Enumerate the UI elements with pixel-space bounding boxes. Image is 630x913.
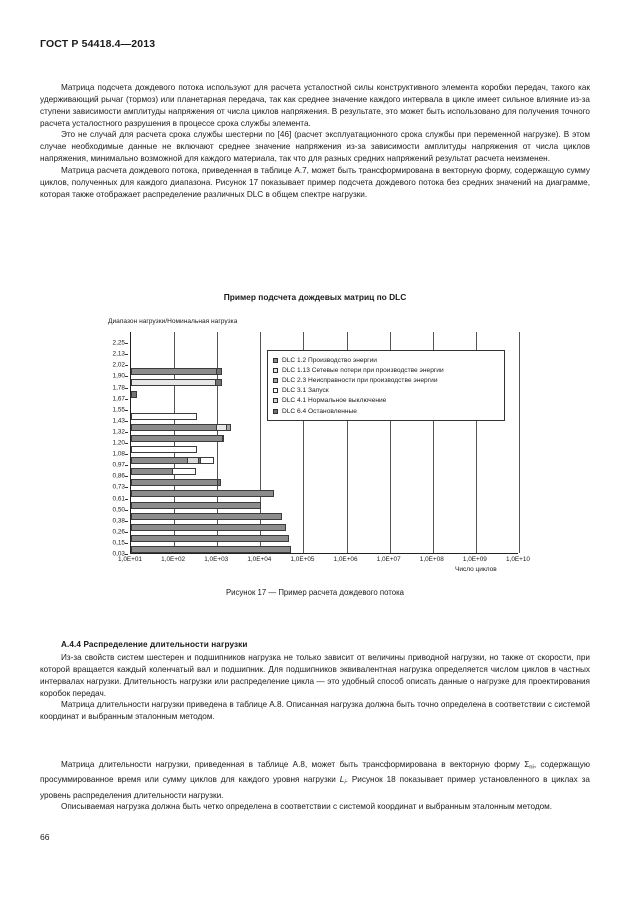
document-header: ГОСТ Р 54418.4—2013 [40,38,156,50]
chart-bar-segment [131,379,216,386]
section-text-block-1 [40,652,590,723]
y-axis-tick-label: 2,13 [112,350,125,358]
legend-item [273,386,498,396]
y-axis-labels [100,332,128,558]
chart-bar [131,413,196,420]
chart-bar-segment [226,424,231,431]
chart-bar [131,435,223,442]
chart-bar-segment [222,435,224,442]
y-axis-tick-label: 0,03 [112,550,125,558]
chart-bar-segment [216,368,222,375]
p3-variable-l: L [339,775,345,785]
legend-swatch-icon [273,398,278,403]
y-axis-tick-label: 1,90 [112,372,125,380]
legend-item [273,365,498,375]
y-axis-tick [125,443,128,444]
y-axis-tick [125,521,128,522]
chart-bar [131,535,288,542]
y-axis-tick [125,499,128,500]
chart-bar-segment [131,391,137,398]
paragraph-2: Это не случай для расчета срока службы шестерни по [46] (расчет эксплуатационного срока службы при переменной нагрузке). В этом случае необходимые данные не включают среднее значение напряжения из-за зависимости амплитуды напряжения от числа циклов напряжения, минимально возможной для каждого материала, так что для разных средних напряжений результат расчета неизменен. [40,130,590,164]
section-text-block-2 [40,759,590,813]
legend-label: DLC 1.13 Сетевые потери при производстве энергии [282,366,444,374]
y-axis-tick [125,365,128,366]
p3-part1: Матрица длительности нагрузки, приведенная в таблице А.8, может быть трансформирована в векторную форму Σ [61,760,530,769]
legend-item [273,396,498,406]
chart-bar-segment [131,446,197,453]
y-axis-tick [125,476,128,477]
y-axis-tick-label: 1,55 [112,406,125,414]
paragraph-a44-4: Описываемая нагрузка должна быть четко определена в соответствии с системой координат и выбранным эталонным методом. [61,802,553,812]
y-axis-tick-label: 0,26 [112,528,125,536]
y-axis-tick [125,465,128,466]
legend-label: DLC 4.1 Нормальное выключение [282,397,387,405]
chart-bar [131,391,136,398]
chart-bar-segment [131,490,274,497]
y-axis-tick [125,343,128,344]
chart-bar-segment [131,413,197,420]
paragraph-a44-2: Матрица длительности нагрузки приведена в таблице А.8. Описанная нагрузка должна быть точно определена в соответствии с системой координат и выбранным эталонным методом. [40,700,590,722]
section-heading-a44: А.4.4 Распределение длительности нагрузки [61,640,248,649]
y-axis-tick [125,532,128,533]
legend-label: DLC 3.1 Запуск [282,387,329,395]
y-axis-tick-label: 0,38 [112,517,125,525]
x-axis-tick-label: 1,0E+05 [290,556,315,563]
y-axis-tick [125,543,128,544]
y-axis-title: Диапазон нагрузки/Номинальная нагрузка [108,318,238,325]
legend-label: DLC 1.2 Производство энергии [282,356,377,364]
x-axis-tick-label: 1,0E+04 [247,556,272,563]
legend-label: DLC 6.4 Остановленные [282,407,357,415]
chart-bar-segment [200,457,214,464]
figure-caption: Рисунок 17 — Пример расчета дождевого потока [225,588,405,597]
y-axis-tick-label: 1,32 [112,428,125,436]
y-axis-tick [125,399,128,400]
legend-swatch-icon [273,368,278,373]
y-axis-tick-label: 1,08 [112,450,125,458]
legend-label: DLC 2.3 Неисправности при производстве энергии [282,376,438,384]
y-axis-tick [125,487,128,488]
y-axis-tick-label: 1,67 [112,395,125,403]
x-axis-title: Число циклов [455,566,497,573]
y-axis-tick [125,376,128,377]
paragraph-a44-3 [40,759,590,801]
y-axis-tick [125,510,128,511]
paragraph-1: Матрица подсчета дождевого потока используют для расчета усталостной силы конструктивного элемента коробки передач, такого как удерживающий рычаг (тормоз) или планетарная передача, так как среднее значение каждого интервала в цикле имеет сильное влияние из-за ступени зависимости амплитуды напряжения от числа циклов напряжения. В результате, это может быть использовано для получения точного расчета усталостного разрушения в процессе срока службы элемента. [40,83,590,128]
paragraph-3: Матрица расчета дождевого потока, приведенная в таблице А.7, может быть трансформирована в векторную форму, содержащую сумму циклов, полученных для каждого диапазона. Рисунок 17 показывает пример подсчета дождевого потока без средних значений на диаграмме, которая также отображает распределение различных DLC в общем спектре нагрузки. [40,165,590,199]
chart-bar-segment [131,468,173,475]
x-axis-tick-label: 1,0E+09 [462,556,487,563]
y-axis-tick [125,388,128,389]
y-axis-tick-label: 2,02 [112,361,125,369]
chart-bar [131,368,221,375]
legend-item [273,406,498,416]
y-axis-tick-label: 0,73 [112,483,125,491]
chart-gridline [174,332,175,553]
chart-bar [131,379,221,386]
y-axis-tick-label: 0,97 [112,461,125,469]
x-axis-tick-label: 1,0E+07 [376,556,401,563]
chart-bar [131,502,260,509]
y-axis-tick-label: 0,86 [112,472,125,480]
x-axis-tick-label: 1,0E+02 [161,556,186,563]
chart-bar-segment [131,457,188,464]
y-axis-tick [125,554,128,555]
intro-text-block [40,82,590,200]
x-axis-tick-label: 1,0E+08 [419,556,444,563]
y-axis-tick-label: 0,61 [112,495,125,502]
chart-bar [131,524,285,531]
chart-bar [131,479,220,486]
chart-bar-segment [131,513,282,520]
chart-bar-segment [217,479,221,486]
p3-subscript-ni: ni [529,764,534,771]
chart-bar-segment [131,546,291,553]
p3-part2: , содержащую просуммированное время или сумму циклов для каждого уровня нагрузки [40,760,590,785]
y-axis-tick-label: 1,20 [112,439,125,447]
chart-gridline [217,332,218,553]
chart-bar-segment [131,535,289,542]
chart-bar-segment [131,424,217,431]
x-axis-tick-label: 1,0E+10 [506,556,530,563]
p3-part3: . Рисунок 18 показывает пример установленного в циклах за уровень распределения длительности нагрузки. [40,775,590,800]
y-axis-tick-label: 0,50 [112,506,125,514]
chart-bar [131,468,195,475]
x-axis-labels [0,556,630,568]
y-axis-tick [125,454,128,455]
chart-bar-segment [131,502,261,509]
y-axis-tick [125,410,128,411]
y-axis-tick [125,432,128,433]
legend-swatch-icon [273,409,278,414]
chart-bar [131,424,230,431]
chart-legend [267,350,505,421]
legend-swatch-icon [273,378,278,383]
paragraph-a44-1: Из-за свойств систем шестерен и подшипников нагрузка не только зависит от величины приводной нагрузки, но также от скорости, при которой вращается каждый коленчатый вал и подшипник. Для подшипников эквивалентная нагрузка определяется числом циклов в частных интервалах нагрузки. Длительность нагрузки или распределение цикла — это удобный способ описать данные о нагрузке для проектирования коробок передач. [40,653,590,698]
x-axis-tick-label: 1,0E+01 [118,556,142,563]
legend-swatch-icon [273,388,278,393]
chart-bar-segment [131,479,218,486]
y-axis-tick-label: 0,15 [112,539,125,547]
y-axis-tick [125,354,128,355]
chart-bar-segment [172,468,196,475]
chart-bar [131,546,290,553]
chart-bar [131,490,273,497]
legend-item [273,375,498,385]
x-axis-tick-label: 1,0E+06 [333,556,358,563]
chart-bar-segment [131,368,217,375]
legend-swatch-icon [273,358,278,363]
p3-subscript-i: i [344,779,346,786]
figure-title: Пример подсчета дождевых матриц по DLC [223,292,407,302]
y-axis-tick-label: 1,78 [112,384,125,391]
chart-bar [131,457,213,464]
chart-bar [131,446,196,453]
chart-bar-segment [215,379,222,386]
chart-bar-segment [131,435,223,442]
page-number: 66 [40,832,50,842]
chart-bar [131,513,281,520]
y-axis-tick-label: 1,43 [112,417,125,425]
x-axis-tick-label: 1,0E+03 [204,556,229,563]
chart-gridline [519,332,520,553]
y-axis-tick [125,421,128,422]
chart-bar-segment [131,524,286,531]
y-axis-tick-label: 2,25 [112,339,125,347]
legend-item [273,355,498,365]
chart-gridline [260,332,261,553]
